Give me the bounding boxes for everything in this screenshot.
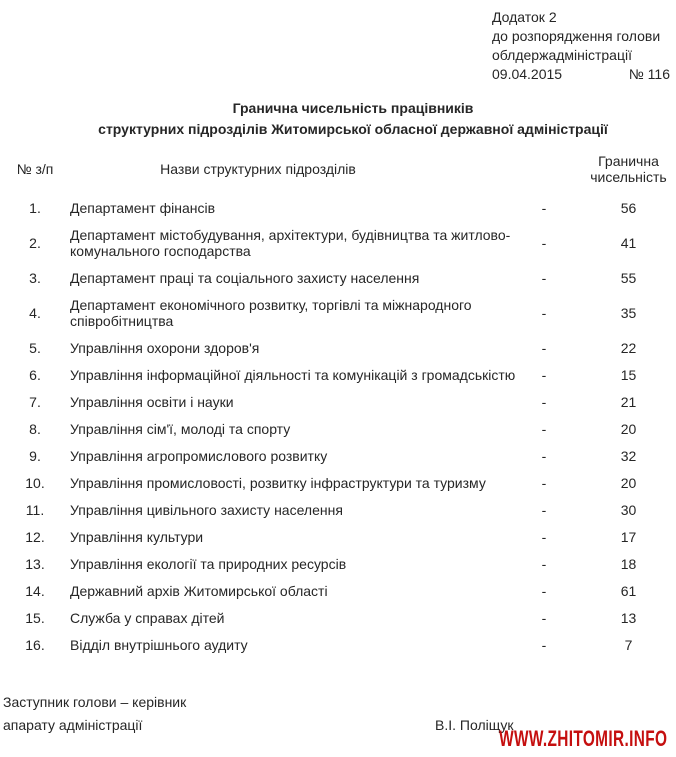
row-number: 10. — [25, 474, 45, 491]
table-row — [0, 388, 676, 415]
table-row — [0, 469, 676, 496]
row-number: 2. — [29, 234, 41, 251]
row-number: 6. — [29, 366, 41, 383]
table-row — [0, 361, 676, 388]
row-value: 56 — [620, 199, 637, 216]
row-separator: - — [541, 234, 547, 251]
signature-title-line-1: Заступник голови – керівник — [3, 694, 187, 710]
table-row — [0, 291, 676, 334]
table-row — [0, 631, 676, 658]
row-value: 15 — [620, 366, 637, 383]
row-separator: - — [541, 636, 547, 653]
row-value: 22 — [620, 339, 637, 356]
row-number: 3. — [29, 269, 41, 286]
table-row — [0, 264, 676, 291]
row-name: Відділ внутрішнього аудиту — [70, 636, 248, 653]
row-separator: - — [541, 199, 547, 216]
row-name: Управління сім'ї, молоді та спорту — [70, 420, 291, 437]
appendix-date: 09.04.2015 — [492, 66, 563, 82]
row-separator: - — [541, 420, 547, 437]
row-name: Департамент містобудування, архітектури, будівництва та житлово-комунального господарства — [70, 226, 511, 259]
row-value: 55 — [620, 269, 637, 286]
row-separator: - — [541, 447, 547, 464]
row-number: 4. — [29, 304, 41, 321]
header-limit-line-2: чисельність — [590, 169, 667, 185]
row-value: 7 — [624, 636, 633, 653]
row-number: 11. — [25, 501, 45, 518]
table-row — [0, 194, 676, 221]
row-separator: - — [541, 528, 547, 545]
row-value: 21 — [620, 393, 637, 410]
row-separator: - — [541, 555, 547, 572]
row-name: Управління промисловості, розвитку інфраструктури та туризму — [70, 474, 486, 491]
row-number: 1. — [29, 199, 41, 216]
signature-title-line-2: апарату адміністрації — [3, 717, 143, 733]
site-watermark: WWW.ZHITOMIR.INFO — [498, 726, 667, 751]
row-name: Управління цивільного захисту населення — [70, 501, 343, 518]
appendix-line-3: облдержадміністрації — [492, 47, 632, 63]
row-separator: - — [541, 474, 547, 491]
appendix-dateline — [492, 65, 670, 84]
row-separator: - — [541, 269, 547, 286]
table-row — [0, 415, 676, 442]
header-limit-line-1: Гранична — [598, 153, 659, 169]
row-value: 13 — [620, 609, 637, 626]
row-number: 7. — [29, 393, 41, 410]
row-value: 17 — [620, 528, 637, 545]
table-row — [0, 221, 676, 264]
row-name: Департамент економічного розвитку, торгівлі та міжнародного співробітництва — [70, 296, 472, 329]
row-separator: - — [541, 501, 547, 518]
row-number: 5. — [29, 339, 41, 356]
row-value: 20 — [620, 474, 637, 491]
row-value: 32 — [620, 447, 637, 464]
row-number: 16. — [25, 636, 45, 653]
row-number: 15. — [25, 609, 45, 626]
table-row — [0, 442, 676, 469]
header-name-label: Назви структурних підрозділів — [160, 161, 356, 177]
appendix-number: № 116 — [628, 66, 670, 82]
row-separator: - — [541, 582, 547, 599]
row-separator: - — [541, 304, 547, 321]
row-number: 13. — [25, 555, 45, 572]
row-value: 30 — [620, 501, 637, 518]
header-limit-label — [536, 153, 676, 185]
title-line-2: структурних підрозділів Житомирської обласної державної адміністрації — [98, 121, 608, 137]
table-row — [0, 604, 676, 631]
table-row — [0, 496, 676, 523]
row-name: Управління інформаційної діяльності та комунікацій з громадськістю — [70, 366, 516, 383]
row-number: 9. — [29, 447, 41, 464]
title-line-1: Гранична чисельність працівників — [232, 100, 474, 116]
row-name: Управління агропромислового розвитку — [70, 447, 328, 464]
row-separator: - — [541, 393, 547, 410]
document-title — [0, 98, 676, 140]
table-row — [0, 334, 676, 361]
row-value: 18 — [620, 555, 637, 572]
table-header — [0, 153, 676, 185]
row-name: Управління культури — [70, 528, 204, 545]
table-body — [0, 194, 676, 658]
row-name: Управління екології та природних ресурсів — [70, 555, 347, 572]
row-name: Департамент праці та соціального захисту населення — [70, 269, 420, 286]
row-name: Департамент фінансів — [70, 199, 216, 216]
row-number: 8. — [29, 420, 41, 437]
row-name: Управління освіти і науки — [70, 393, 234, 410]
header-num-label: № з/п — [16, 161, 54, 177]
row-separator: - — [541, 366, 547, 383]
table-row — [0, 523, 676, 550]
table-row — [0, 577, 676, 604]
appendix-line-1: Додаток 2 — [492, 9, 557, 25]
row-name: Державний архів Житомирської області — [70, 582, 328, 599]
row-value: 41 — [620, 234, 637, 251]
row-separator: - — [541, 609, 547, 626]
staff-limits-table — [0, 153, 676, 658]
row-separator: - — [541, 339, 547, 356]
table-row — [0, 550, 676, 577]
appendix-block — [492, 8, 670, 84]
row-value: 61 — [620, 582, 637, 599]
appendix-line-2: до розпорядження голови — [492, 28, 661, 44]
row-value: 35 — [620, 304, 637, 321]
signature-name: В.І. Поліщук — [435, 717, 514, 733]
row-value: 20 — [620, 420, 637, 437]
row-name: Управління охорони здоров'я — [70, 339, 260, 356]
row-number: 14. — [25, 582, 45, 599]
row-number: 12. — [25, 528, 45, 545]
row-name: Служба у справах дітей — [70, 609, 225, 626]
